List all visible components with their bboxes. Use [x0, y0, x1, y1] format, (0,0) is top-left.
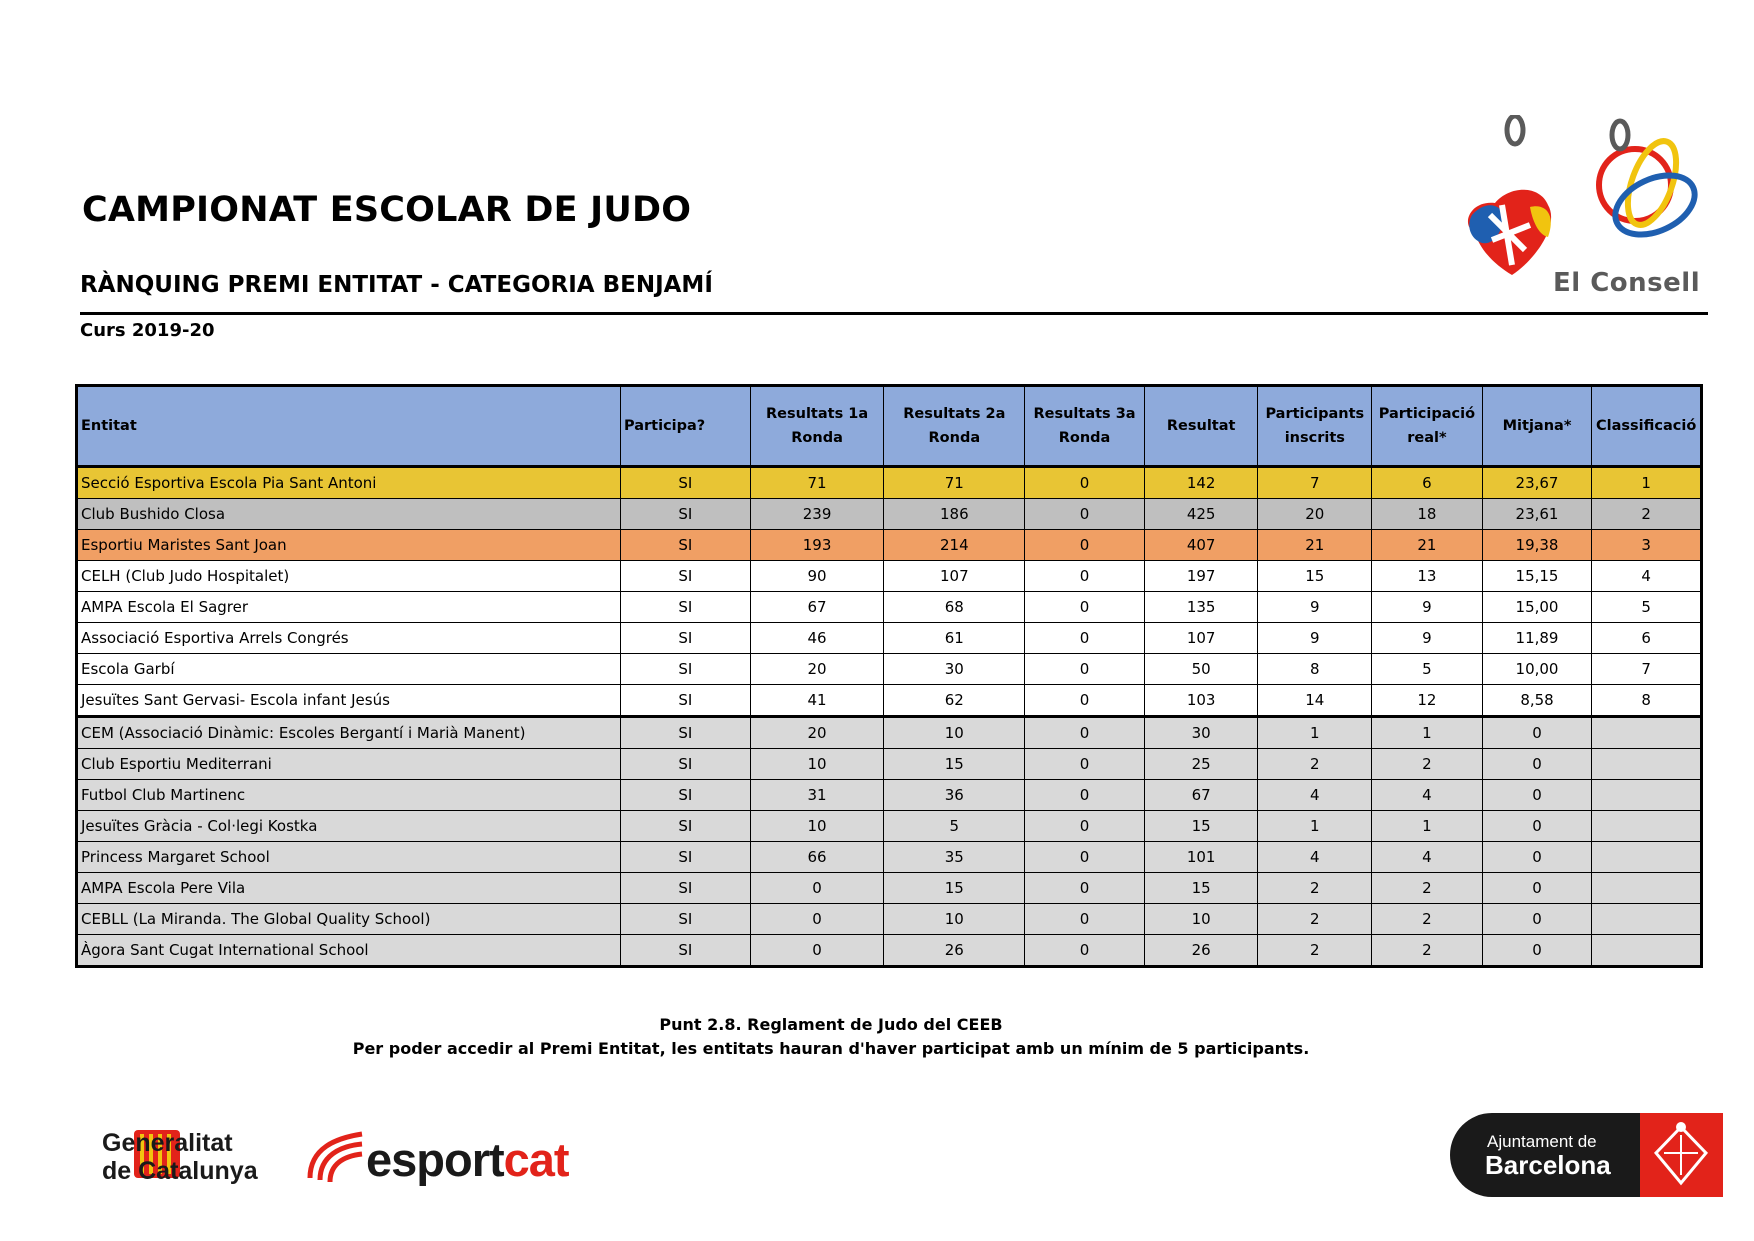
entitat-cell: Club Bushido Closa	[77, 499, 621, 530]
real-cell: 9	[1372, 592, 1483, 623]
inscrits-cell: 8	[1258, 654, 1372, 685]
entitat-cell: CELH (Club Judo Hospitalet)	[77, 561, 621, 592]
real-cell: 1	[1372, 811, 1483, 842]
ronda-2-cell: 107	[884, 561, 1025, 592]
ronda-3-cell: 0	[1025, 467, 1145, 499]
inscrits-cell: 9	[1258, 623, 1372, 654]
ronda-1-cell: 0	[750, 873, 884, 904]
col-header-entitat: Entitat	[77, 386, 621, 467]
ronda-1-cell: 67	[750, 592, 884, 623]
esportcat-swoosh-icon	[306, 1128, 366, 1188]
inscrits-cell: 2	[1258, 873, 1372, 904]
ronda-2-cell: 36	[884, 780, 1025, 811]
classificacio-cell	[1592, 717, 1702, 749]
table-row	[77, 935, 1702, 967]
ronda-2-cell: 62	[884, 685, 1025, 717]
mitjana-cell: 0	[1482, 935, 1592, 967]
ronda-1-cell: 239	[750, 499, 884, 530]
resultat-cell: 25	[1144, 749, 1258, 780]
real-cell: 12	[1372, 685, 1483, 717]
entitat-cell: CEBLL (La Miranda. The Global Quality School)	[77, 904, 621, 935]
ronda-3-cell: 0	[1025, 780, 1145, 811]
mitjana-cell: 8,58	[1482, 685, 1592, 717]
col-header-resultat: Resultat	[1144, 386, 1258, 467]
mitjana-cell: 0	[1482, 749, 1592, 780]
generalitat-line-1: Generalitat	[102, 1129, 233, 1157]
table-row	[77, 842, 1702, 873]
ronda-3-cell: 0	[1025, 499, 1145, 530]
table-row	[77, 685, 1702, 717]
real-cell: 9	[1372, 623, 1483, 654]
barcelona-crest-icon	[1640, 1113, 1723, 1197]
ajuntament-line-1: Ajuntament de	[1487, 1132, 1597, 1151]
classificacio-cell	[1592, 873, 1702, 904]
entitat-cell: Esportiu Maristes Sant Joan	[77, 530, 621, 561]
entitat-cell: AMPA Escola Pere Vila	[77, 873, 621, 904]
entitat-cell: Futbol Club Martinenc	[77, 780, 621, 811]
ronda-2-cell: 71	[884, 467, 1025, 499]
mitjana-cell: 0	[1482, 780, 1592, 811]
course-label: Curs 2019-20	[80, 320, 215, 341]
page-title: CAMPIONAT ESCOLAR DE JUDO	[82, 190, 692, 230]
ronda-1-cell: 66	[750, 842, 884, 873]
participa-cell: SI	[621, 842, 751, 873]
real-cell: 6	[1372, 467, 1483, 499]
inscrits-cell: 4	[1258, 780, 1372, 811]
inscrits-cell: 4	[1258, 842, 1372, 873]
col-header-real: Participació real*	[1372, 386, 1483, 467]
participa-cell: SI	[621, 530, 751, 561]
ronda-3-cell: 0	[1025, 842, 1145, 873]
classificacio-cell	[1592, 749, 1702, 780]
inscrits-cell: 14	[1258, 685, 1372, 717]
ronda-1-cell: 90	[750, 561, 884, 592]
inscrits-cell: 2	[1258, 749, 1372, 780]
resultat-cell: 15	[1144, 811, 1258, 842]
ranking-table	[75, 384, 1703, 968]
mitjana-cell: 15,00	[1482, 592, 1592, 623]
table-row	[77, 749, 1702, 780]
resultat-cell: 15	[1144, 873, 1258, 904]
resultat-cell: 142	[1144, 467, 1258, 499]
participa-cell: SI	[621, 873, 751, 904]
ronda-2-cell: 10	[884, 904, 1025, 935]
resultat-cell: 30	[1144, 717, 1258, 749]
mitjana-cell: 11,89	[1482, 623, 1592, 654]
ajuntament-crest-panel	[1640, 1113, 1723, 1197]
ronda-2-cell: 15	[884, 873, 1025, 904]
mitjana-cell: 0	[1482, 904, 1592, 935]
table-row	[77, 623, 1702, 654]
participa-cell: SI	[621, 561, 751, 592]
participa-cell: SI	[621, 935, 751, 967]
ronda-3-cell: 0	[1025, 561, 1145, 592]
table-row	[77, 717, 1702, 749]
ronda-2-cell: 35	[884, 842, 1025, 873]
entitat-cell: Club Esportiu Mediterrani	[77, 749, 621, 780]
real-cell: 5	[1372, 654, 1483, 685]
classificacio-cell: 1	[1592, 467, 1702, 499]
table-row	[77, 873, 1702, 904]
real-cell: 2	[1372, 873, 1483, 904]
ronda-1-cell: 0	[750, 904, 884, 935]
classificacio-cell: 7	[1592, 654, 1702, 685]
regulation-note: Per poder accedir al Premi Entitat, les entitats hauran d'haver participat amb un mínim de 5 participants.	[352, 1039, 1310, 1058]
table-row	[77, 467, 1702, 499]
entitat-cell: Jesuïtes Sant Gervasi- Escola infant Jesús	[77, 685, 621, 717]
entitat-cell: CEM (Associació Dinàmic: Escoles Bergantí i Marià Manent)	[77, 717, 621, 749]
entitat-cell: AMPA Escola El Sagrer	[77, 592, 621, 623]
col-header-ronda-3: Resultats 3a Ronda	[1025, 386, 1145, 467]
resultat-cell: 197	[1144, 561, 1258, 592]
participa-cell: SI	[621, 904, 751, 935]
inscrits-cell: 9	[1258, 592, 1372, 623]
inscrits-cell: 2	[1258, 904, 1372, 935]
classificacio-cell	[1592, 811, 1702, 842]
mitjana-cell: 15,15	[1482, 561, 1592, 592]
classificacio-cell	[1592, 780, 1702, 811]
ronda-2-cell: 5	[884, 811, 1025, 842]
ronda-1-cell: 20	[750, 717, 884, 749]
participa-cell: SI	[621, 623, 751, 654]
ronda-1-cell: 46	[750, 623, 884, 654]
inscrits-cell: 21	[1258, 530, 1372, 561]
ronda-3-cell: 0	[1025, 530, 1145, 561]
real-cell: 21	[1372, 530, 1483, 561]
ronda-3-cell: 0	[1025, 749, 1145, 780]
col-header-inscrits: Participants inscrits	[1258, 386, 1372, 467]
ronda-3-cell: 0	[1025, 717, 1145, 749]
table-row	[77, 780, 1702, 811]
inscrits-cell: 7	[1258, 467, 1372, 499]
esportcat-text-a: esport	[366, 1133, 504, 1186]
table-row	[77, 904, 1702, 935]
real-cell: 4	[1372, 842, 1483, 873]
title-divider	[80, 312, 1708, 315]
participa-cell: SI	[621, 717, 751, 749]
ronda-2-cell: 186	[884, 499, 1025, 530]
generalitat-line-2: de Catalunya	[102, 1157, 258, 1185]
mitjana-cell: 0	[1482, 842, 1592, 873]
ronda-1-cell: 193	[750, 530, 884, 561]
real-cell: 2	[1372, 935, 1483, 967]
inscrits-cell: 1	[1258, 811, 1372, 842]
ronda-2-cell: 30	[884, 654, 1025, 685]
entitat-cell: Àgora Sant Cugat International School	[77, 935, 621, 967]
classificacio-cell: 4	[1592, 561, 1702, 592]
inscrits-cell: 1	[1258, 717, 1372, 749]
classificacio-cell: 8	[1592, 685, 1702, 717]
resultat-cell: 50	[1144, 654, 1258, 685]
participa-cell: SI	[621, 592, 751, 623]
participa-cell: SI	[621, 780, 751, 811]
classificacio-cell: 3	[1592, 530, 1702, 561]
resultat-cell: 10	[1144, 904, 1258, 935]
entitat-cell: Princess Margaret School	[77, 842, 621, 873]
col-header-classificacio: Classificació	[1592, 386, 1702, 467]
table-row	[77, 530, 1702, 561]
mitjana-cell: 0	[1482, 811, 1592, 842]
real-cell: 1	[1372, 717, 1483, 749]
classificacio-cell: 6	[1592, 623, 1702, 654]
ronda-3-cell: 0	[1025, 935, 1145, 967]
inscrits-cell: 20	[1258, 499, 1372, 530]
generalitat-text	[102, 1129, 258, 1185]
entitat-cell: Secció Esportiva Escola Pia Sant Antoni	[77, 467, 621, 499]
participa-cell: SI	[621, 811, 751, 842]
col-header-ronda-1: Resultats 1a Ronda	[750, 386, 884, 467]
ronda-2-cell: 68	[884, 592, 1025, 623]
mitjana-cell: 0	[1482, 873, 1592, 904]
col-header-mitjana: Mitjana*	[1482, 386, 1592, 467]
resultat-cell: 107	[1144, 623, 1258, 654]
table-header-row	[77, 386, 1702, 467]
resultat-cell: 103	[1144, 685, 1258, 717]
ronda-3-cell: 0	[1025, 654, 1145, 685]
table-row	[77, 499, 1702, 530]
mitjana-cell: 23,61	[1482, 499, 1592, 530]
el-consell-logo-text: El Consell	[1553, 268, 1701, 298]
ronda-1-cell: 31	[750, 780, 884, 811]
esportcat-text-b: cat	[503, 1133, 569, 1186]
resultat-cell: 67	[1144, 780, 1258, 811]
ronda-3-cell: 0	[1025, 811, 1145, 842]
participa-cell: SI	[621, 749, 751, 780]
resultat-cell: 407	[1144, 530, 1258, 561]
participa-cell: SI	[621, 467, 751, 499]
ajuntament-line-2: Barcelona	[1485, 1150, 1611, 1180]
resultat-cell: 425	[1144, 499, 1258, 530]
ronda-2-cell: 26	[884, 935, 1025, 967]
ronda-2-cell: 214	[884, 530, 1025, 561]
resultat-cell: 26	[1144, 935, 1258, 967]
resultat-cell: 101	[1144, 842, 1258, 873]
entitat-cell: Jesuïtes Gràcia - Col·legi Kostka	[77, 811, 621, 842]
ronda-3-cell: 0	[1025, 685, 1145, 717]
real-cell: 13	[1372, 561, 1483, 592]
real-cell: 4	[1372, 780, 1483, 811]
ronda-1-cell: 0	[750, 935, 884, 967]
esportcat-logo-text	[366, 1132, 569, 1187]
regulation-reference: Punt 2.8. Reglament de Judo del CEEB	[659, 1015, 1003, 1034]
ronda-2-cell: 10	[884, 717, 1025, 749]
entitat-cell: Escola Garbí	[77, 654, 621, 685]
mitjana-cell: 23,67	[1482, 467, 1592, 499]
table-row	[77, 654, 1702, 685]
real-cell: 2	[1372, 749, 1483, 780]
participa-cell: SI	[621, 654, 751, 685]
table-row	[77, 811, 1702, 842]
real-cell: 18	[1372, 499, 1483, 530]
ronda-1-cell: 71	[750, 467, 884, 499]
ronda-3-cell: 0	[1025, 904, 1145, 935]
ronda-3-cell: 0	[1025, 592, 1145, 623]
ronda-1-cell: 20	[750, 654, 884, 685]
mitjana-cell: 0	[1482, 717, 1592, 749]
participa-cell: SI	[621, 499, 751, 530]
col-header-participa: Participa?	[621, 386, 751, 467]
ronda-3-cell: 0	[1025, 873, 1145, 904]
classificacio-cell	[1592, 904, 1702, 935]
col-header-ronda-2: Resultats 2a Ronda	[884, 386, 1025, 467]
inscrits-cell: 15	[1258, 561, 1372, 592]
participa-cell: SI	[621, 685, 751, 717]
table-row	[77, 561, 1702, 592]
mitjana-cell: 10,00	[1482, 654, 1592, 685]
classificacio-cell: 5	[1592, 592, 1702, 623]
classificacio-cell	[1592, 842, 1702, 873]
mitjana-cell: 19,38	[1482, 530, 1592, 561]
ronda-1-cell: 41	[750, 685, 884, 717]
entitat-cell: Associació Esportiva Arrels Congrés	[77, 623, 621, 654]
classificacio-cell	[1592, 935, 1702, 967]
resultat-cell: 135	[1144, 592, 1258, 623]
ronda-1-cell: 10	[750, 749, 884, 780]
classificacio-cell: 2	[1592, 499, 1702, 530]
ronda-2-cell: 15	[884, 749, 1025, 780]
ronda-2-cell: 61	[884, 623, 1025, 654]
page-subtitle: RÀNQUING PREMI ENTITAT - CATEGORIA BENJAMÍ	[80, 272, 713, 298]
ronda-1-cell: 10	[750, 811, 884, 842]
inscrits-cell: 2	[1258, 935, 1372, 967]
table-row	[77, 592, 1702, 623]
real-cell: 2	[1372, 904, 1483, 935]
ronda-3-cell: 0	[1025, 623, 1145, 654]
